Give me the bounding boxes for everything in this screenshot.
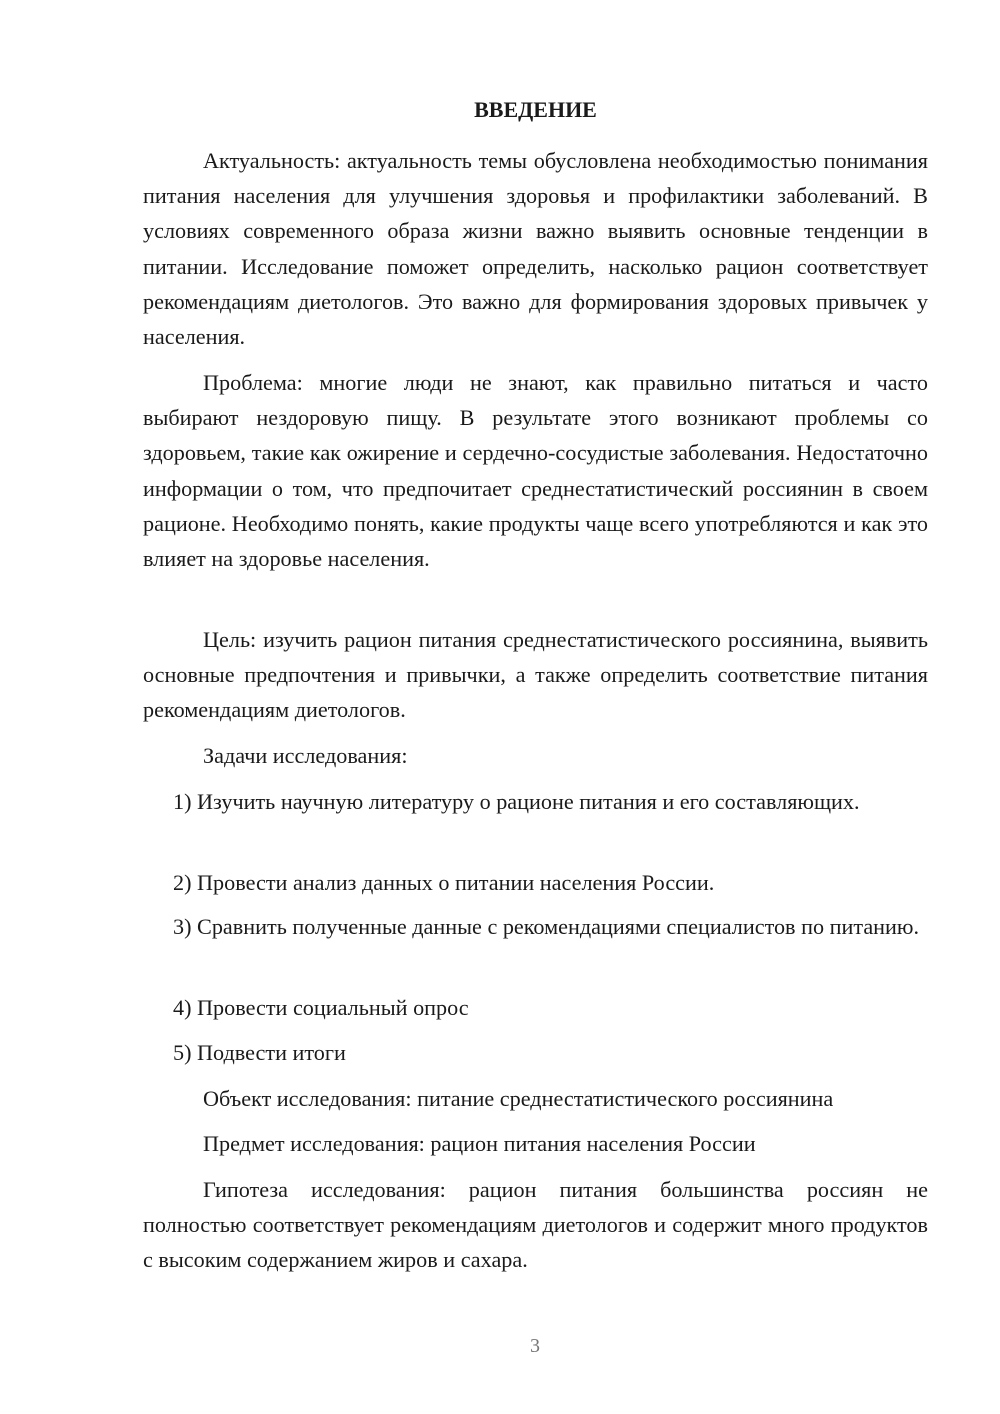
page-title: ВВЕДЕНИЕ <box>474 97 597 122</box>
page-number: 3 <box>530 1335 540 1357</box>
task-item-5: 5) Подвести итоги <box>173 1040 346 1065</box>
paragraph-subject: Предмет исследования: рацион питания населения России <box>203 1131 756 1156</box>
paragraph-relevance: Актуальность: актуальность темы обусловлена необходимостью понимания питания населения для улучшения здоровья и профилактики заболеваний. В условиях современного образа жизни важно выявить основные тенденции в питании. Исследование поможет определить, насколько рацион соответствует рекомендациям диетологов. Это важно для формирования здоровых привычек у населения. <box>143 148 928 350</box>
task-item-1: 1) Изучить научную литературу о рационе питания и его составляющих. <box>173 789 860 814</box>
tasks-heading: Задачи исследования: <box>203 743 408 768</box>
task-item-2: 2) Провести анализ данных о питании населения России. <box>173 870 715 895</box>
paragraph-problem: Проблема: многие люди не знают, как правильно питаться и часто выбирают нездоровую пищу. В результате этого возникают проблемы со здоровьем, такие как ожирение и сердечно-сосудистые заболевания. Недостаточно информации о том, что предпочитает среднестатистический россиянин в своем рационе. Необходимо понять, какие продукты чаще всего употребляются и как это влияет на здоровье населения. <box>143 370 928 572</box>
paragraph-goal: Цель: изучить рацион питания среднестатистического россиянина, выявить основные предпочтения и привычки, а также определить соответствие питания рекомендациям диетологов. <box>143 627 928 723</box>
paragraph-hypothesis: Гипотеза исследования: рацион питания большинства россиян не полностью соответствует рекомендациям диетологов и содержит много продуктов с высоким содержанием жиров и сахара. <box>143 1177 928 1273</box>
task-item-4: 4) Провести социальный опрос <box>173 995 469 1020</box>
paragraph-object: Объект исследования: питание среднестатистического россиянина <box>203 1086 834 1111</box>
task-item-3: 3) Сравнить полученные данные с рекомендациями специалистов по питанию. <box>173 914 920 939</box>
